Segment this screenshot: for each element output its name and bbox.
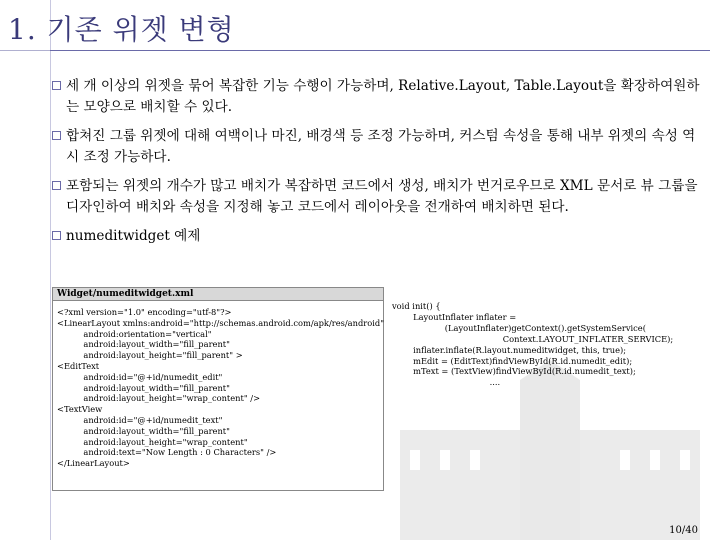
bullet-text: 포함되는 위젯의 개수가 많고 배치가 복잡하면 코드에서 생성, 배치가 번거로우므로 XML 문서로 뷰 그룹을 디자인하여 배치와 속성을 지정해 놓고 코드에서 레이아웃을 전개하여 배치하면 된다.: [66, 178, 698, 215]
bullet-list: [52, 76, 702, 255]
bullet-item: [52, 226, 702, 247]
java-code-block: [392, 301, 712, 388]
page-number: 10/40: [669, 525, 698, 536]
bullet-square-icon: [52, 131, 61, 140]
xml-code-box: [52, 287, 384, 491]
bullet-item: [52, 76, 702, 118]
bullet-item: [52, 176, 702, 218]
bullet-square-icon: [52, 231, 61, 240]
decorative-vertical-rule: [50, 0, 51, 540]
bullet-item: [52, 126, 702, 168]
java-code-listing: void init() { LayoutInflater inflater = (LayoutInflater)getContext().getSystemService( Context.LAYOUT_INFLATER_SERVICE); inflater.inflate(R.layout.numeditwidget, this, true); mEdit = (EditText)findViewById(R.id.numedit_edit); mText = (TextView)findViewById(R.id.numedit_text); ....: [392, 301, 674, 388]
bullet-text: 합쳐진 그룹 위젯에 대해 여백이나 마진, 배경색 등 조정 가능하며, 커스텀 속성을 통해 내부 위젯의 속성 역시 조정 가능하다.: [66, 128, 696, 165]
bullet-square-icon: [52, 81, 61, 90]
title-rule-left: [0, 50, 50, 51]
bullet-square-icon: [52, 181, 61, 190]
code-box-header: Widget/numeditwidget.xml: [53, 288, 383, 301]
slide-title: 1. 기존 위젯 변형: [8, 13, 235, 46]
title-underline: [50, 50, 710, 51]
bullet-text: 세 개 이상의 위젯을 묶어 복잡한 기능 수행이 가능하며, Relative.Layout, Table.Layout을 확장하여원하는 모양으로 배치할 수 있다.: [66, 78, 700, 115]
xml-code-listing: <?xml version="1.0" encoding="utf-8"?> <LinearLayout xmlns:android="http://schemas.android.com/apk/res/android" android:orientation="vertical" android:layout_width="fill_parent" android:layout_height="fill_parent" > <EditText android:id="@+id/numedit_edit" android:layout_width="fill_parent" android:layout_height="wrap_content" /> <TextView android:id="@+id/numedit_text" android:layout_width="fill_parent" android:layout_height="wrap_content" android:text="Now Length : 0 Characters" /> </LinearLayout>: [57, 307, 385, 469]
bullet-text: numeditwidget 예제: [66, 228, 201, 244]
